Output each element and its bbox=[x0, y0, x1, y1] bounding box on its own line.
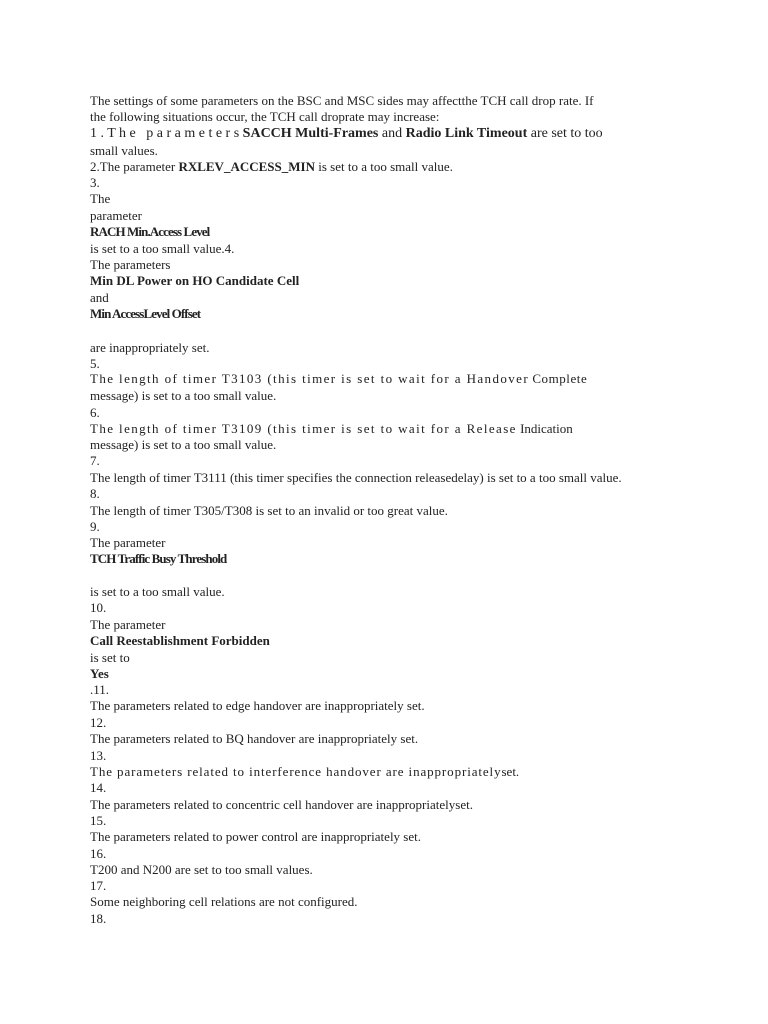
item-3-parameter: parameter bbox=[90, 208, 142, 223]
item-1-and: and bbox=[381, 126, 403, 141]
item-1-cont bbox=[90, 143, 158, 159]
item-2-line bbox=[90, 159, 453, 175]
item-1-cont-text: small values. bbox=[90, 143, 158, 158]
item-5-line-2: message) is set to a too small value. bbox=[90, 388, 277, 403]
item-6-number: 6. bbox=[90, 405, 100, 420]
intro-line-1 bbox=[90, 93, 594, 109]
item-1-suffix: are set to too bbox=[530, 126, 603, 141]
item-17-number: 17. bbox=[90, 878, 107, 893]
item-2-suffix: is set to a too small value. bbox=[318, 159, 453, 174]
item-14-number: 14. bbox=[90, 780, 107, 795]
item-13-number: 13. bbox=[90, 748, 107, 763]
item-3-number: 3. bbox=[90, 175, 100, 190]
param-sacch-multi-frames: SACCH Multi-Frames bbox=[242, 126, 379, 141]
item-10-number: 10. bbox=[90, 600, 107, 615]
intro-text-2: the following situations occur, the TCH call droprate may increase: bbox=[90, 109, 440, 124]
param-radio-link-timeout: Radio Link Timeout bbox=[405, 126, 528, 141]
item-6-line-2: message) is set to a too small value. bbox=[90, 437, 277, 452]
item-6-line-1 bbox=[90, 421, 573, 437]
item-5-number: 5. bbox=[90, 356, 100, 371]
item-9-number: 9. bbox=[90, 519, 100, 534]
item-4-and: and bbox=[90, 290, 109, 305]
item-1-prefix: 1 . T h e p a r a m e t e r s bbox=[90, 126, 240, 141]
item-2-prefix: 2.The parameter bbox=[90, 159, 176, 174]
item-9-suffix: is set to a too small value. bbox=[90, 584, 225, 599]
item-6-text-a: The length of timer T3109 (this timer is set to wait for a Release bbox=[90, 421, 517, 436]
item-10-mid: is set to bbox=[90, 650, 130, 665]
param-rxlev-access-min: RXLEV_ACCESS_MIN bbox=[178, 159, 315, 174]
item-5-text-a: The length of timer T3103 (this timer is set to wait for a Handover bbox=[90, 371, 530, 386]
item-8-number: 8. bbox=[90, 486, 100, 501]
item-14-text: The parameters related to concentric cell handover are inappropriatelyset. bbox=[90, 797, 473, 812]
item-9-intro: The parameter bbox=[90, 535, 166, 550]
item-11-number: .11. bbox=[90, 682, 110, 697]
item-10-intro: The parameter bbox=[90, 617, 166, 632]
param-rach-min-access-level: RACH Min.Access Level bbox=[90, 224, 210, 239]
param-tch-traffic-busy-threshold: TCH Traffic Busy Threshold bbox=[90, 551, 227, 566]
item-3-the: The bbox=[90, 191, 111, 206]
item-1-line bbox=[90, 126, 603, 142]
item-15-number: 15. bbox=[90, 813, 107, 828]
intro-line-2 bbox=[90, 109, 439, 125]
item-12-text: The parameters related to BQ handover are inappropriately set. bbox=[90, 731, 419, 746]
item-11-text: The parameters related to edge handover are inappropriately set. bbox=[90, 698, 425, 713]
intro-text-1: The settings of some parameters on the BSC and MSC sides may affectthe TCH call drop rate. If bbox=[90, 93, 594, 108]
param-call-reestablishment-forbidden: Call Reestablishment Forbidden bbox=[90, 633, 270, 648]
item-6-text-b: Indication bbox=[520, 421, 573, 436]
item-5-text-b: Complete bbox=[532, 371, 588, 386]
item-13-line bbox=[90, 764, 519, 780]
item-3-suffix: is set to a too small value.4. bbox=[90, 241, 235, 256]
param-min-access-level-offset: Min AccessLevel Offset bbox=[90, 306, 201, 321]
item-16-number: 16. bbox=[90, 846, 107, 861]
item-16-text: T200 and N200 are set to too small values. bbox=[90, 862, 313, 877]
item-7-text: The length of timer T3111 (this timer specifies the connection releasedelay) is set to a too small value. bbox=[90, 470, 622, 485]
item-8-text: The length of timer T305/T308 is set to an invalid or too great value. bbox=[90, 503, 448, 518]
item-7-number: 7. bbox=[90, 453, 100, 468]
item-18-number: 18. bbox=[90, 911, 107, 926]
item-17-text: Some neighboring cell relations are not configured. bbox=[90, 894, 358, 909]
item-12-number: 12. bbox=[90, 715, 107, 730]
item-15-text: The parameters related to power control are inappropriately set. bbox=[90, 829, 421, 844]
item-5-line-1 bbox=[90, 371, 587, 387]
item-13-text-b: set. bbox=[501, 764, 520, 779]
value-yes: Yes bbox=[90, 666, 109, 681]
item-13-text-a: The parameters related to interference handover are inappropriately bbox=[90, 764, 502, 779]
item-4-suffix: are inappropriately set. bbox=[90, 340, 210, 355]
item-4-intro: The parameters bbox=[90, 257, 171, 272]
param-min-dl-power-ho-candidate: Min DL Power on HO Candidate Cell bbox=[90, 273, 300, 288]
